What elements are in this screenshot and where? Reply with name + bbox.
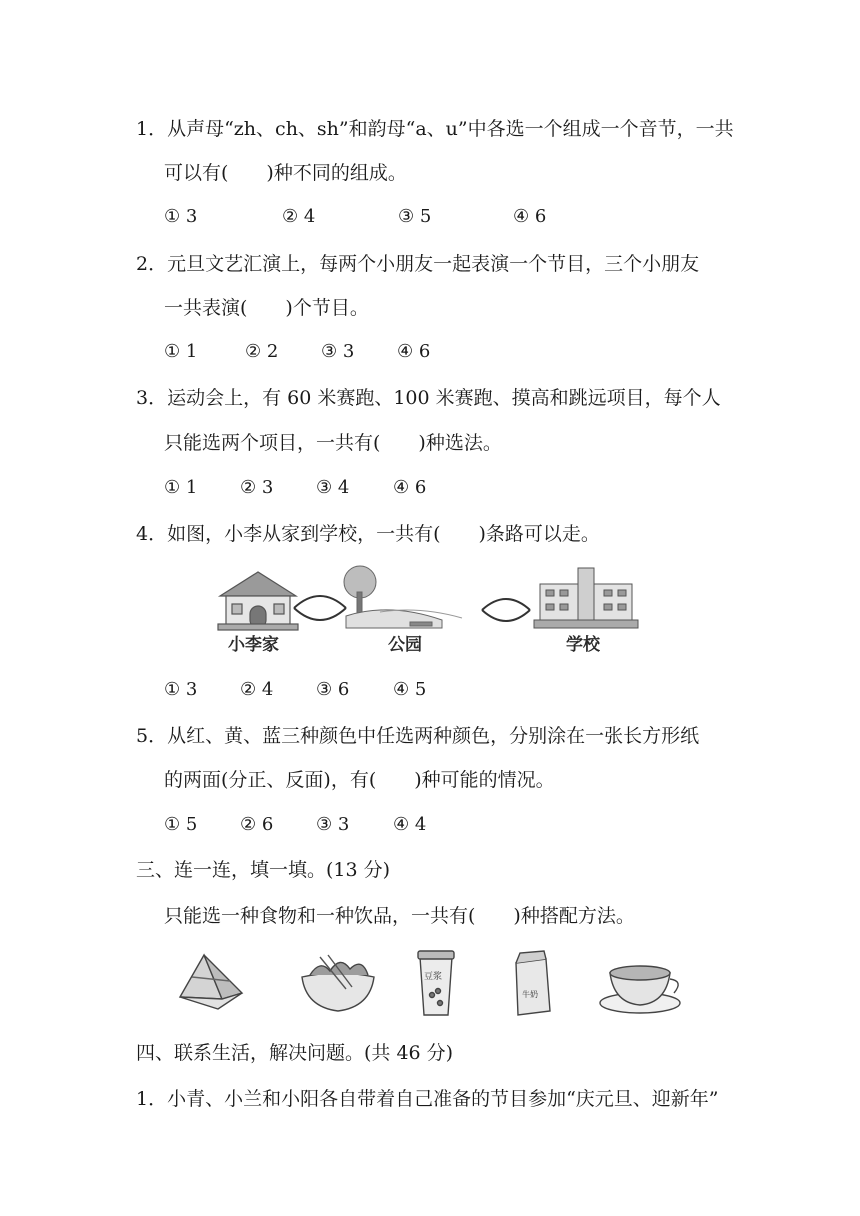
q1-option-3: ③ 5 [398,206,432,227]
q3-option-2: ② 3 [240,477,274,498]
q4-option-2: ② 4 [240,679,274,700]
q4-line1: 4．如图，小李从家到学校，一共有( )条路可以走。 [136,523,600,545]
section3-prompt: 只能选一种食物和一种饮品，一共有( )种搭配方法。 [164,905,635,927]
q1-option-2: ② 4 [282,206,316,227]
q1-option-4: ④ 6 [513,206,547,227]
noodles-icon [302,955,374,1011]
q5-line1: 5．从红、黄、蓝三种颜色中任选两种颜色，分别涂在一张长方形纸 [136,725,700,747]
q2-option-1: ① 1 [164,341,198,362]
q5-option-1: ① 5 [164,814,198,835]
q1-line1: 1．从声母“zh、ch、sh”和韵母“a、u”中各选一个组成一个音节，一共 [136,118,734,140]
milk-label: 牛奶 [522,990,538,999]
school-icon [534,568,638,628]
soymilk-icon [418,951,454,1015]
zongzi-icon [180,955,242,1009]
q5-option-4: ④ 4 [393,814,427,835]
route-figure [210,562,650,662]
paths-park-to-school [482,599,530,621]
house-icon [218,572,298,630]
q1-line2: 可以有( )种不同的组成。 [164,162,407,184]
coffee-icon [600,966,680,1013]
q4-option-3: ③ 6 [316,679,350,700]
q2-option-3: ③ 3 [321,341,355,362]
milk-icon [516,951,550,1015]
q2-line2: 一共表演( )个节目。 [164,297,369,319]
q4-option-1: ① 3 [164,679,198,700]
park-label: 公园 [388,635,422,655]
q5-option-3: ③ 3 [316,814,350,835]
paths-home-to-park [294,596,346,620]
q1-option-1: ① 3 [164,206,198,227]
q5-option-2: ② 6 [240,814,274,835]
school-label: 学校 [566,635,600,655]
q5-line2: 的两面(分正、反面)，有( )种可能的情况。 [164,769,555,791]
q3-option-4: ④ 6 [393,477,427,498]
q2-option-4: ④ 6 [397,341,431,362]
park-icon [344,566,462,628]
q2-line1: 2．元旦文艺汇演上，每两个小朋友一起表演一个节目，三个小朋友 [136,253,700,275]
section3-heading: 三、连一连，填一填。(13 分) [136,859,391,881]
section4-q1-line1: 1．小青、小兰和小阳各自带着自己准备的节目参加“庆元旦、迎新年” [136,1088,719,1110]
soymilk-label: 豆浆 [424,972,443,982]
q3-line1: 3．运动会上，有 60 米赛跑、100 米赛跑、摸高和跳远项目，每个人 [136,387,721,409]
q3-line2: 只能选两个项目，一共有( )种选法。 [164,432,502,454]
q4-option-4: ④ 5 [393,679,427,700]
section4-heading: 四、联系生活，解决问题。(共 46 分) [136,1042,454,1064]
home-label: 小李家 [228,635,279,655]
food-drink-figure [170,945,690,1025]
q2-option-2: ② 2 [245,341,279,362]
q3-option-3: ③ 4 [316,477,350,498]
q3-option-1: ① 1 [164,477,198,498]
